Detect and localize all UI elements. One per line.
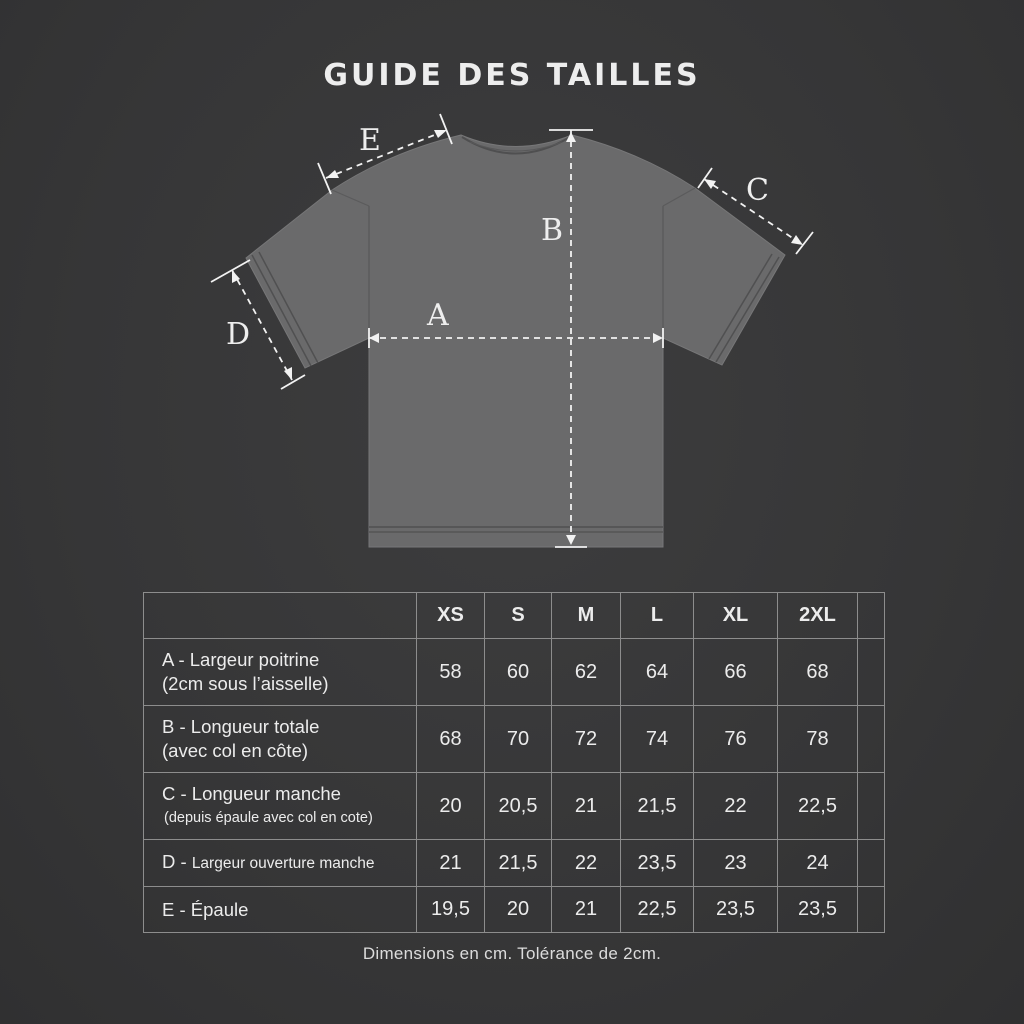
header-2xl: 2XL <box>778 593 858 639</box>
cell-value: 19,5 <box>417 887 485 933</box>
header-l: L <box>621 593 694 639</box>
cell-value: 58 <box>417 639 485 706</box>
cell-value: 23 <box>694 840 778 887</box>
spacer-cell <box>858 773 885 840</box>
cell-value: 21,5 <box>621 773 694 840</box>
cell-value: 22,5 <box>621 887 694 933</box>
row-label-prefix: D - <box>162 851 192 872</box>
row-label-main: B - Longueur totale <box>162 716 320 737</box>
row-label: E - Épaule <box>144 887 417 933</box>
row-label <box>144 840 417 887</box>
table-row <box>144 639 885 706</box>
cell-value: 68 <box>417 706 485 773</box>
row-label-main: C - Longueur manche <box>162 783 341 804</box>
cell-value: 23,5 <box>778 887 858 933</box>
cell-value: 20 <box>485 887 552 933</box>
header-xl: XL <box>694 593 778 639</box>
tshirt-shape <box>246 135 785 547</box>
cell-value: 62 <box>552 639 621 706</box>
cell-value: 78 <box>778 706 858 773</box>
spacer-cell <box>858 639 885 706</box>
cell-value: 20 <box>417 773 485 840</box>
page-title: GUIDE DES TAILLES <box>323 58 701 93</box>
cell-value: 21 <box>552 887 621 933</box>
row-label-sub: (depuis épaule avec col en cote) <box>164 810 373 826</box>
cell-value: 68 <box>778 639 858 706</box>
header-empty-cell <box>144 593 417 639</box>
cell-value: 23,5 <box>621 840 694 887</box>
cell-value: 22 <box>552 840 621 887</box>
cell-value: 72 <box>552 706 621 773</box>
label-a: A <box>427 298 449 333</box>
label-d: D <box>226 317 251 352</box>
table-header-row <box>144 593 885 639</box>
header-xs: XS <box>417 593 485 639</box>
cell-value: 66 <box>694 639 778 706</box>
cell-value: 22 <box>694 773 778 840</box>
cell-value: 21 <box>552 773 621 840</box>
table-row <box>144 887 885 933</box>
table-row <box>144 706 885 773</box>
table-row <box>144 840 885 887</box>
row-label <box>144 773 417 840</box>
size-table <box>143 592 885 933</box>
header-m: M <box>552 593 621 639</box>
label-e: E <box>359 123 381 158</box>
cell-value: 22,5 <box>778 773 858 840</box>
cell-value: 24 <box>778 840 858 887</box>
row-label <box>144 706 417 773</box>
header-spacer <box>858 593 885 639</box>
header-s: S <box>485 593 552 639</box>
label-c: C <box>746 173 769 208</box>
footnote: Dimensions en cm. Tolérance de 2cm. <box>362 944 662 963</box>
cell-value: 21,5 <box>485 840 552 887</box>
cell-value: 70 <box>485 706 552 773</box>
row-label-sub: (2cm sous l’aisselle) <box>162 673 329 694</box>
row-label-sub: (avec col en côte) <box>162 740 309 761</box>
cell-value: 76 <box>694 706 778 773</box>
label-b: B <box>541 213 564 248</box>
row-label-main: A - Largeur poitrine <box>162 649 320 670</box>
cell-value: 21 <box>417 840 485 887</box>
row-label <box>144 639 417 706</box>
cell-value: 74 <box>621 706 694 773</box>
cell-value: 64 <box>621 639 694 706</box>
cell-value: 20,5 <box>485 773 552 840</box>
spacer-cell <box>858 840 885 887</box>
cell-value: 60 <box>485 639 552 706</box>
spacer-cell <box>858 887 885 933</box>
spacer-cell <box>858 706 885 773</box>
row-label-rest: Largeur ouverture manche <box>191 855 375 872</box>
cell-value: 23,5 <box>694 887 778 933</box>
table-row <box>144 773 885 840</box>
